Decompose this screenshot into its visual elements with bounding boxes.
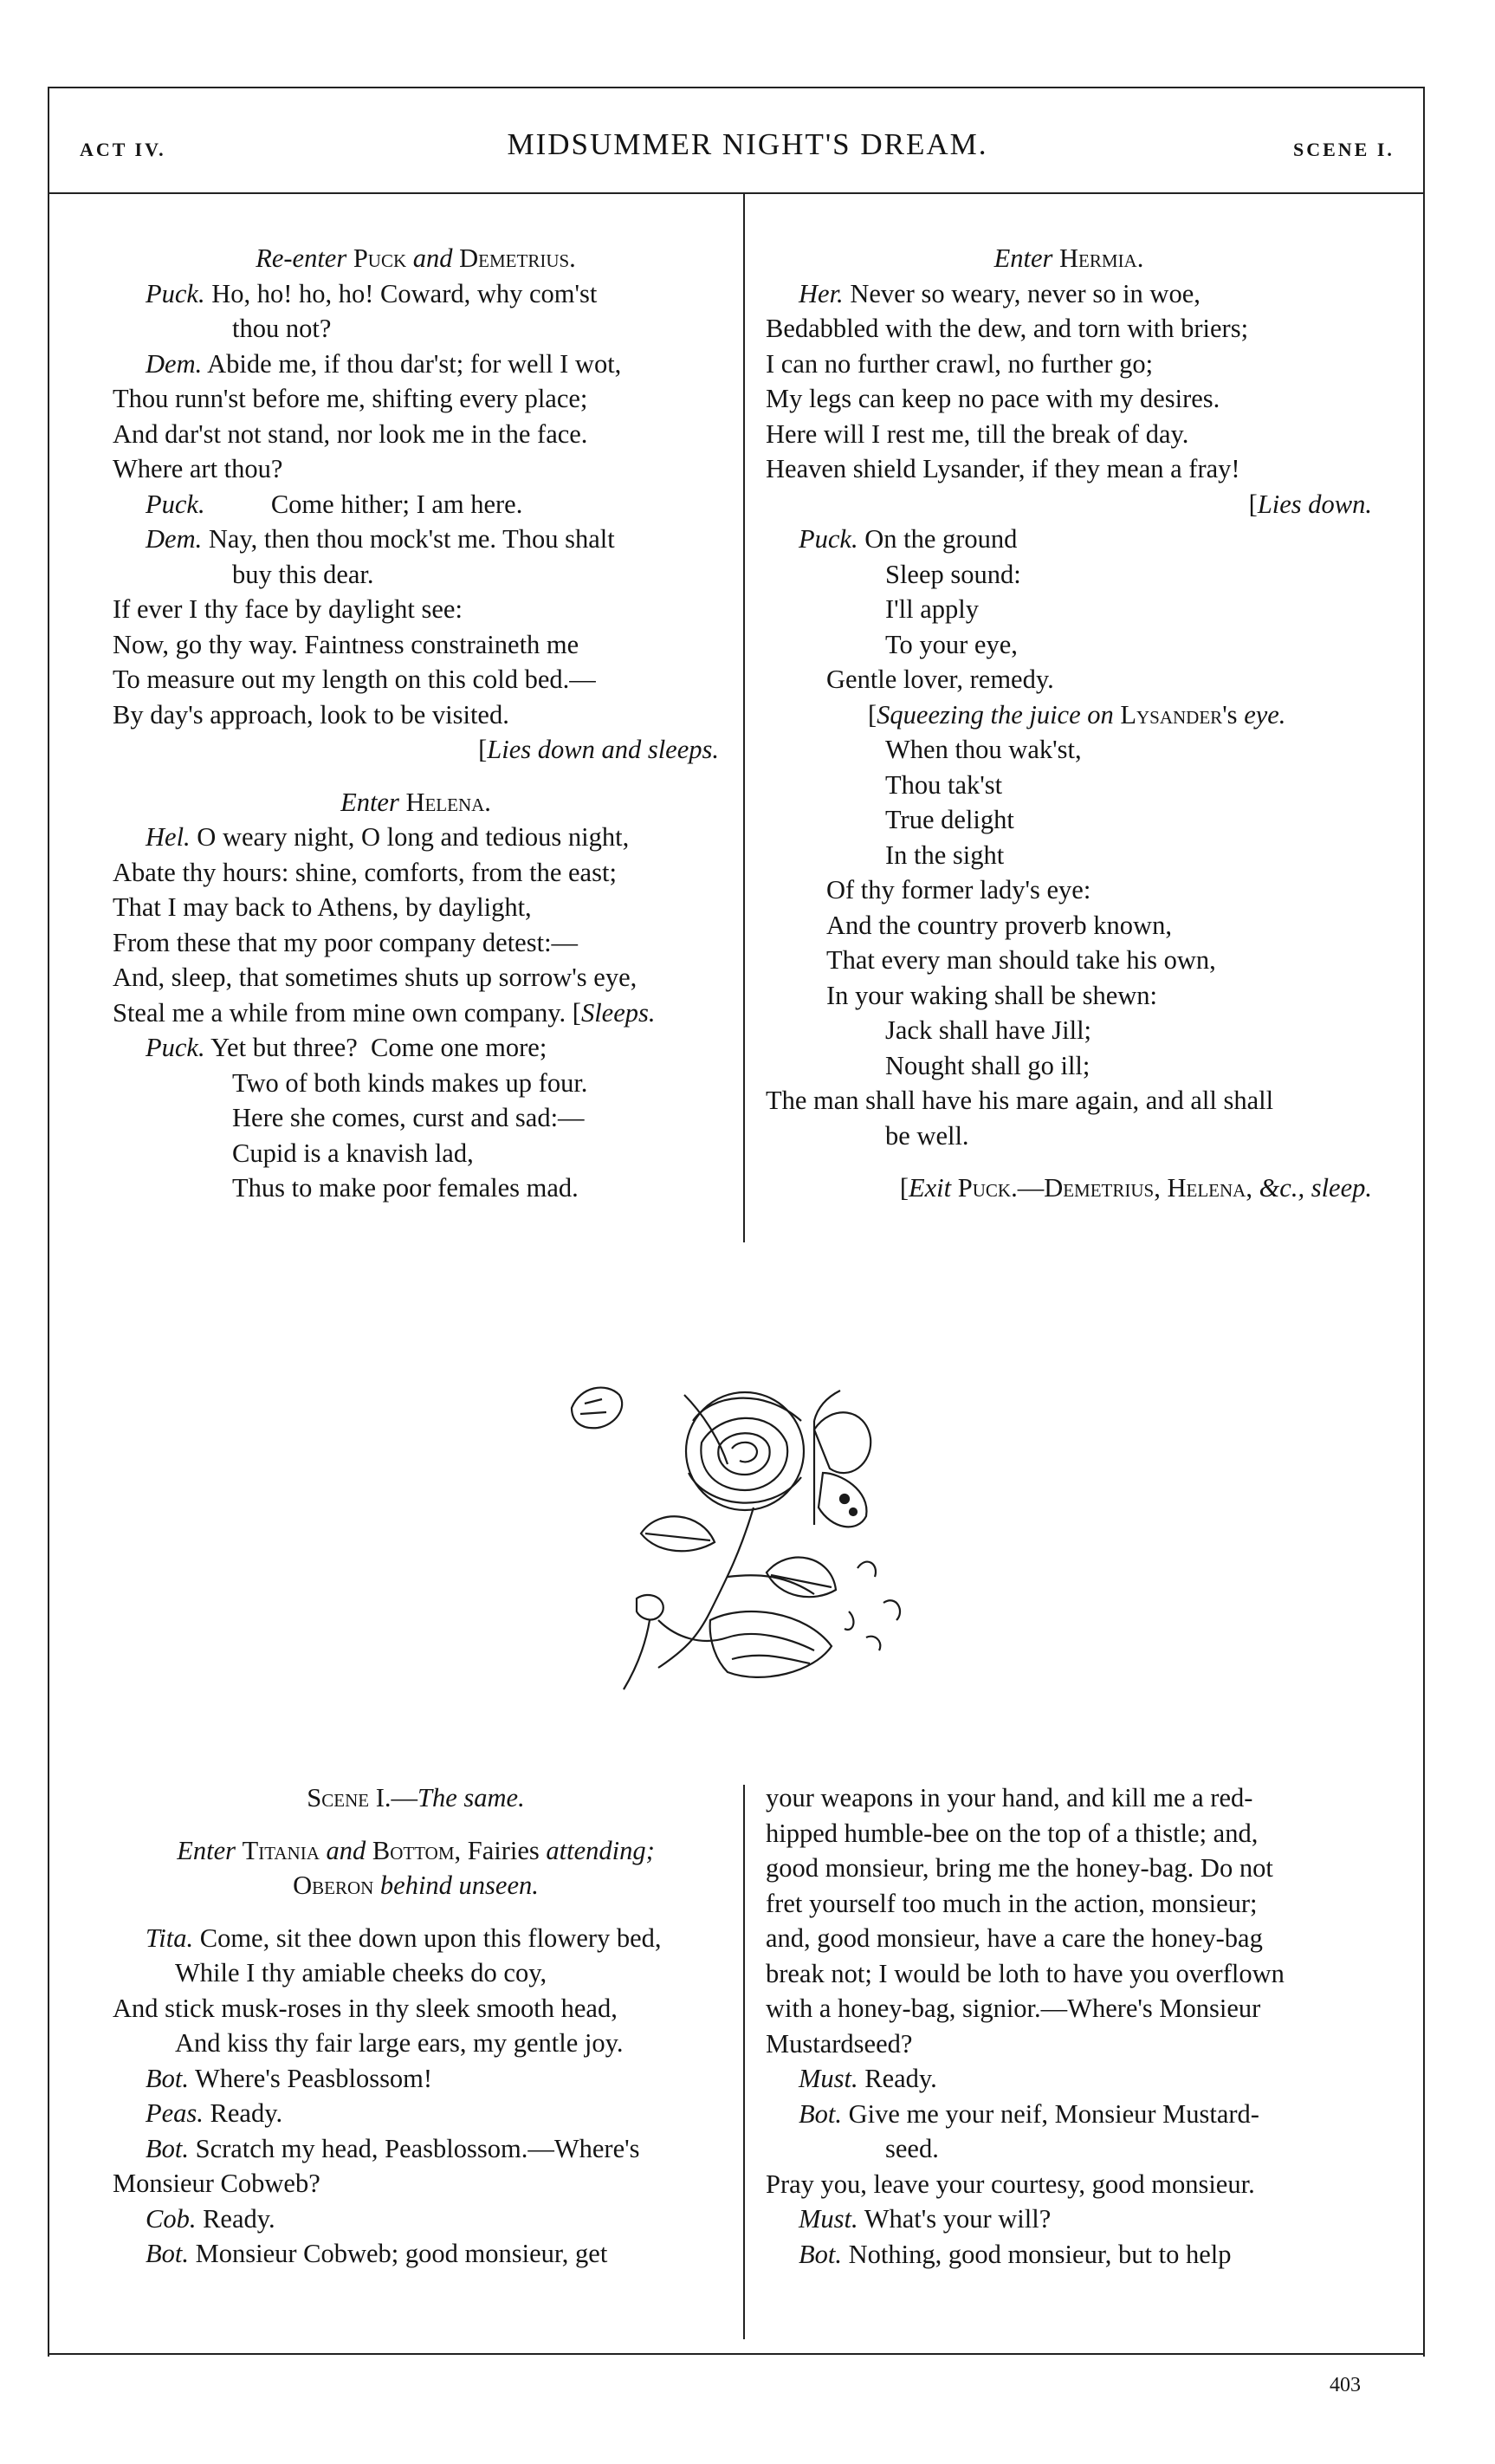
stage-direction: [Lies down. [1248, 489, 1372, 519]
header-scene: SCENE I. [1293, 139, 1395, 160]
bottom-rule [48, 2353, 1425, 2355]
verse-line: thou not? [232, 314, 332, 343]
verse-line: Tita. Come, sit thee down upon this flowery bed, [146, 1923, 662, 1953]
verse-line: Nought shall go ill; [885, 1050, 1091, 1080]
verse-line: Puck. Ho, ho! ho, ho! Coward, why com'st [146, 278, 598, 308]
stage-direction: Enter Titania and Bottom, Fairies attending; [177, 1835, 655, 1865]
verse-line: And stick musk-roses in thy sleek smooth head, [113, 1993, 618, 2023]
verse-line: Puck. Come hither; I am here. [146, 489, 523, 519]
stage-direction: Re-enter Puck and Demetrius. [256, 243, 576, 273]
verse-line: Puck. On the ground [799, 524, 1018, 554]
verse-line: Dem. Abide me, if thou dar'st; for well I wot, [146, 348, 622, 379]
page-number: 403 [1330, 2374, 1361, 2396]
prose-line: good monsieur, bring me the honey-bag. Do not [766, 1853, 1273, 1883]
verse-line: In the sight [885, 840, 1005, 870]
verse-line: I'll apply [885, 594, 979, 624]
verse-line: To your eye, [885, 629, 1018, 659]
verse-line: buy this dear. [232, 559, 374, 589]
verse-line: Here will I rest me, till the break of day. [766, 418, 1189, 449]
verse-line: Peas. Ready. [146, 2098, 283, 2128]
verse-line: Dem. Nay, then thou mock'st me. Thou shalt [146, 524, 615, 554]
verse-line: If ever I thy face by daylight see: [113, 594, 463, 624]
verse-line: I can no further crawl, no further go; [766, 348, 1154, 379]
verse-line: Now, go thy way. Faintness constraineth me [113, 629, 579, 659]
right-column-bottom [766, 1780, 1372, 2272]
verse-line: Monsieur Cobweb? [113, 2169, 320, 2198]
verse-line: Bot. Monsieur Cobweb; good monsieur, get [146, 2239, 608, 2268]
verse-line: Thou tak'st [885, 769, 1003, 800]
header-act: ACT IV. [80, 139, 166, 160]
verse-line: That every man should take his own, [826, 945, 1216, 975]
verse-line: And dar'st not stand, nor look me in the face. [113, 418, 588, 449]
verse-line: From these that my poor company detest:— [113, 927, 579, 957]
verse-line: Her. Never so weary, never so in woe, [799, 278, 1201, 308]
verse-line: Puck. Yet but three? Come one more; [146, 1033, 547, 1062]
stage-direction: Enter Helena. [340, 787, 491, 817]
verse-line: Of thy former lady's eye: [826, 875, 1091, 905]
verse-line: Cupid is a knavish lad, [232, 1138, 474, 1168]
verse-line: Abate thy hours: shine, comforts, from the east; [113, 857, 617, 887]
verse-line: My legs can keep no pace with my desires. [766, 384, 1220, 413]
right-border [1423, 87, 1425, 2357]
header-rule [48, 192, 1425, 194]
scene-heading: Scene I.—The same. [307, 1783, 525, 1812]
verse-line: The man shall have his mare again, and all shall [766, 1086, 1274, 1115]
prose-line: and, good monsieur, have a care the honey-bag [766, 1923, 1263, 1953]
verse-line: Heaven shield Lysander, if they mean a fray! [766, 454, 1240, 483]
verse-line: That I may back to Athens, by daylight, [113, 892, 532, 922]
stage-direction: Oberon behind unseen. [293, 1871, 539, 1900]
left-column-bottom [113, 1780, 719, 2272]
prose-line: Mustardseed? [766, 2028, 913, 2059]
verse-line: Bedabbled with the dew, and torn with briers; [766, 314, 1249, 343]
prose-line: hipped humble-bee on the top of a thistle; and, [766, 1818, 1259, 1848]
verse-line: Where art thou? [113, 454, 283, 483]
verse-line: By day's approach, look to be visited. [113, 699, 509, 729]
verse-line: be well. [885, 1120, 969, 1151]
verse-line: In your waking shall be shewn: [826, 980, 1158, 1010]
prose-line: break not; I would be loth to have you overflown [766, 1958, 1285, 1988]
stage-direction: [Squeezing the juice on Lysander's eye. [868, 699, 1286, 729]
bottom-column-divider [743, 1785, 745, 2339]
verse-line: True delight [885, 805, 1014, 834]
verse-line: Jack shall have Jill; [885, 1015, 1092, 1045]
top-column-divider [743, 194, 745, 1242]
verse-line: Hel. O weary night, O long and tedious night, [146, 822, 630, 852]
verse-line: Thou runn'st before me, shifting every place; [113, 384, 588, 413]
verse-line: Two of both kinds makes up four. [232, 1067, 588, 1098]
verse-line: Must. Ready. [799, 2064, 937, 2093]
header-title: MIDSUMMER NIGHT'S DREAM. [507, 127, 988, 161]
left-border [48, 87, 49, 2357]
verse-line: Gentle lover, remedy. [826, 665, 1054, 694]
verse-line: Must. What's your will? [799, 2204, 1052, 2234]
right-column-top [766, 241, 1372, 1206]
verse-line: And the country proverb known, [826, 910, 1172, 940]
prose-line: with a honey-bag, signior.—Where's Monsieur [766, 1994, 1261, 2023]
verse-line: Thus to make poor females mad. [232, 1173, 579, 1203]
verse-line: Steal me a while from mine own company. [Sleeps. [113, 997, 656, 1028]
verse-line: And kiss thy fair large ears, my gentle joy. [175, 2028, 624, 2058]
verse-line: While I thy amiable cheeks do coy, [175, 1958, 547, 1987]
prose-line: fret yourself too much in the action, monsieur; [766, 1888, 1258, 1918]
left-column-top [113, 241, 719, 1206]
top-rule [48, 87, 1425, 88]
verse-line: seed. [885, 2134, 939, 2163]
verse-line: Bot. Give me your neif, Monsieur Mustard- [799, 2098, 1259, 2129]
stage-direction: [Exit Puck.—Demetrius, Helena, &c., sleep. [899, 1173, 1372, 1203]
verse-line: Bot. Where's Peasblossom! [146, 2063, 433, 2093]
rose-butterfly-illustration [554, 1360, 953, 1724]
verse-line: Cob. Ready. [146, 2203, 275, 2234]
verse-line: To measure out my length on this cold bed.— [113, 665, 596, 694]
verse-line: When thou wak'st, [885, 735, 1082, 764]
prose-line: Pray you, leave your courtesy, good monsieur. [766, 2169, 1255, 2199]
stage-direction: Enter Hermia. [993, 243, 1144, 273]
verse-line: Bot. Scratch my head, Peasblossom.—Where's [146, 2133, 640, 2163]
verse-line: Bot. Nothing, good monsieur, but to help [799, 2239, 1232, 2269]
verse-line: Sleep sound: [885, 559, 1021, 589]
verse-line: Here she comes, curst and sad:— [232, 1103, 585, 1132]
verse-line: And, sleep, that sometimes shuts up sorrow's eye, [113, 963, 637, 992]
prose-line: your weapons in your hand, and kill me a red- [766, 1783, 1253, 1812]
stage-direction: [Lies down and sleeps. [478, 735, 719, 764]
